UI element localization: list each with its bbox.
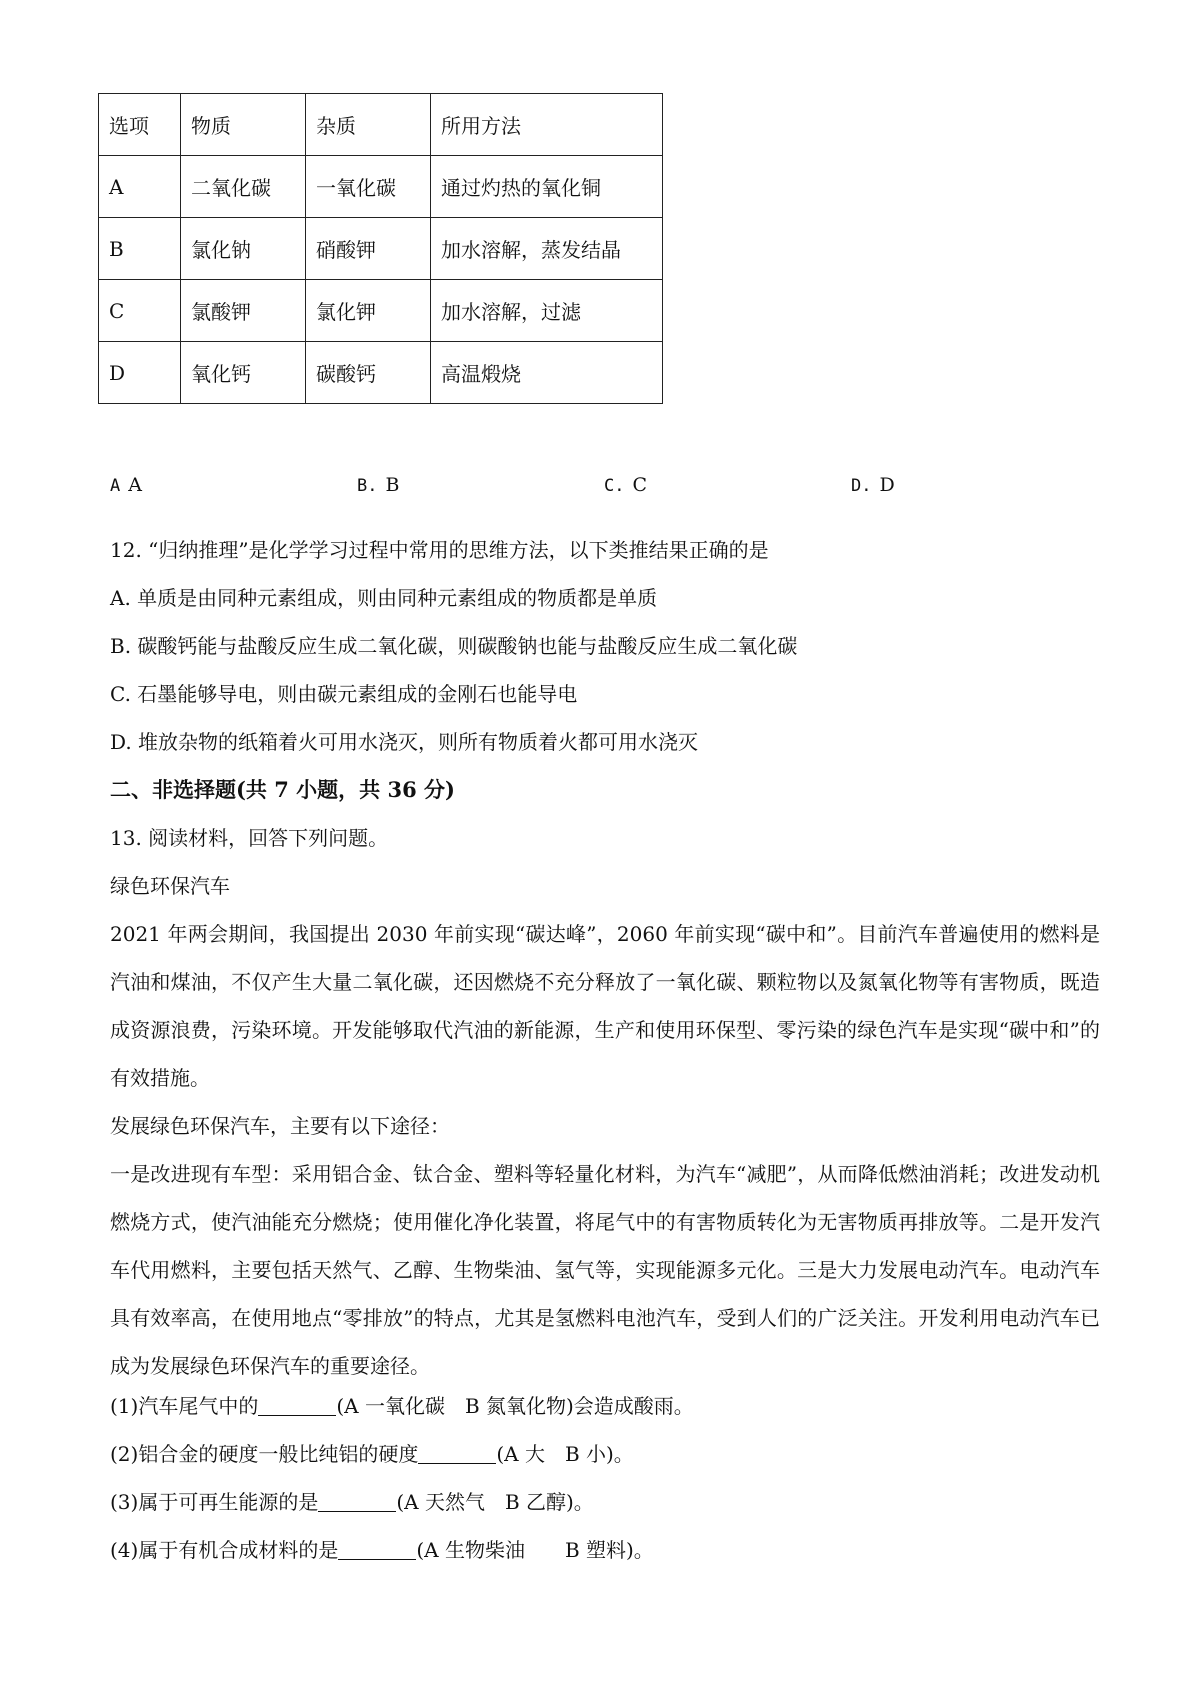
table-row (99, 156, 663, 218)
choice-letter: A (110, 476, 121, 496)
table-row (99, 218, 663, 280)
table-cell: 通过灼热的氧化铜 (431, 156, 663, 218)
table-cell: 氯化钠 (181, 218, 306, 280)
q12-option-d: D. 堆放杂物的纸箱着火可用水浇灭，则所有物质着火都可用水浇灭 (110, 730, 699, 754)
table-row (99, 280, 663, 342)
table-cell: 硝酸钾 (306, 218, 431, 280)
table-cell: 一氧化碳 (306, 156, 431, 218)
article-body (110, 910, 1120, 1390)
table-cell: B (99, 218, 181, 280)
answer-blank[interactable] (258, 1395, 336, 1416)
table-cell: 加水溶解，蒸发结晶 (431, 218, 663, 280)
table-cell: 氯化钾 (306, 280, 431, 342)
sub-question-options: (A 生物柴油 B 塑料)。 (416, 1538, 654, 1562)
q13-sub-1 (110, 1391, 694, 1421)
table-cell: 二氧化碳 (181, 156, 306, 218)
table-cell: C (99, 280, 181, 342)
article-paragraph-1: 2021 年两会期间，我国提出 2030 年前实现“碳达峰”，2060 年前实现“碳中和”。目前汽车普遍使用的燃料是汽油和煤油，不仅产生大量二氧化碳，还因燃烧不充分释放了一氧化碳、颗粒物以及氮氧化物等有害物质，既造成资源浪费，污染环境。开发能够取代汽油的新能源，生产和使用环保型、零污染的绿色汽车是实现“碳中和”的有效措施。 (110, 922, 1100, 1090)
choice-b (357, 474, 399, 496)
choice-d (851, 474, 895, 496)
answer-blank[interactable] (338, 1539, 416, 1560)
choice-c (604, 474, 647, 496)
choice-letter: D. (851, 476, 872, 496)
choice-text: C (632, 474, 648, 496)
q12-stem: 12. “归纳推理”是化学学习过程中常用的思维方法，以下类推结果正确的是 (110, 538, 769, 562)
choice-text: B (385, 474, 400, 496)
article-paragraph-3: 一是改进现有车型：采用铝合金、钛合金、塑料等轻量化材料，为汽车“减肥”，从而降低燃油消耗；改进发动机 燃烧方式，使汽油能充分燃烧；使用催化净化装置，将尾气中的有害物质转化为无害物质再排放等。二是开发汽车代用燃料，主要包括天然气、乙醇、生物柴油、氢气等，实现能源多元化。三是大力发展电动汽车。电动汽车具有效率高，在使用地点“零排放”的特点，尤其是氢燃料电池汽车，受到人们的广泛关注。开发利用电动汽车已成为发展绿色环保汽车的重要途径。 (110, 1162, 1120, 1378)
choice-letter: C. (604, 476, 625, 496)
choice-letter: B. (357, 476, 378, 496)
q13-stem: 13. 阅读材料，回答下列问题。 (110, 826, 389, 850)
sub-question-options: (A 一氧化碳 B 氮氧化物)会造成酸雨。 (336, 1394, 694, 1418)
choice-a (110, 474, 142, 496)
sub-question-options: (A 天然气 B 乙醇)。 (396, 1490, 594, 1514)
q12-option-b: B. 碳酸钙能与盐酸反应生成二氧化碳，则碳酸钠也能与盐酸反应生成二氧化碳 (110, 634, 798, 658)
article-title: 绿色环保汽车 (110, 874, 230, 898)
impurity-removal-table (98, 93, 663, 404)
choice-text: A (128, 474, 142, 496)
q13-sub-2 (110, 1439, 634, 1469)
table-cell: 加水溶解，过滤 (431, 280, 663, 342)
table-cell: 氧化钙 (181, 342, 306, 404)
sub-question-options: (A 大 B 小)。 (496, 1442, 634, 1466)
table-cell: D (99, 342, 181, 404)
table-cell: 碳酸钙 (306, 342, 431, 404)
sub-question-text: (4)属于有机合成材料的是 (110, 1538, 339, 1562)
table-row (99, 342, 663, 404)
table-header-cell: 杂质 (306, 94, 431, 156)
answer-blank[interactable] (318, 1491, 396, 1512)
q12-option-a: A. 单质是由同种元素组成，则由同种元素组成的物质都是单质 (110, 586, 658, 610)
table-header-row (99, 94, 663, 156)
q13-sub-4 (110, 1535, 654, 1565)
table-header-cell: 选项 (99, 94, 181, 156)
table-cell: 高温煅烧 (431, 342, 663, 404)
sub-question-text: (3)属于可再生能源的是 (110, 1490, 319, 1514)
answer-blank[interactable] (418, 1443, 496, 1464)
q13-sub-3 (110, 1487, 594, 1517)
table-cell: 氯酸钾 (181, 280, 306, 342)
sub-question-text: (1)汽车尾气中的 (110, 1394, 259, 1418)
table-cell: A (99, 156, 181, 218)
table-header-cell: 物质 (181, 94, 306, 156)
sub-question-text: (2)铝合金的硬度一般比纯铝的硬度 (110, 1442, 419, 1466)
q11-choices (0, 474, 1200, 504)
table-header-cell: 所用方法 (431, 94, 663, 156)
choice-text: D (879, 474, 895, 496)
article-paragraph-2: 发展绿色环保汽车，主要有以下途径： (110, 1114, 450, 1138)
section-heading: 二、非选择题(共 7 小题，共 36 分) (110, 777, 455, 802)
q12-option-c: C. 石墨能够导电，则由碳元素组成的金刚石也能导电 (110, 682, 578, 706)
